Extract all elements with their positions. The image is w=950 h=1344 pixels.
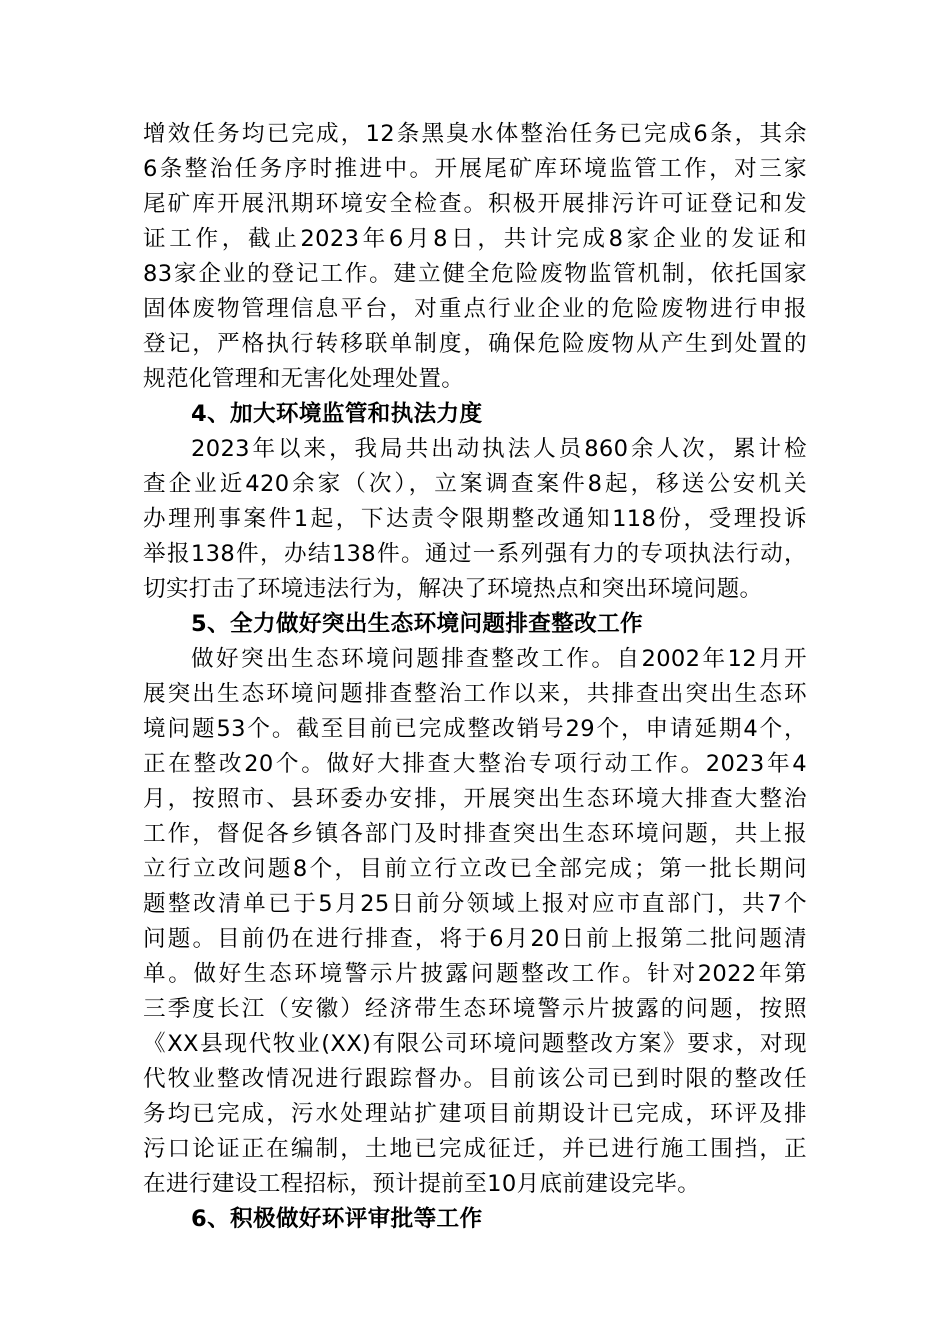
paragraph-line: 83家企业的登记工作。建立健全危险废物监管机制，依托国家 [143,261,807,287]
paragraph-line: 做好突出生态环境问题排查整改工作。自2002年12月开 [191,646,807,672]
paragraph-line: 举报138件，办结138件。通过一系列强有力的专项执法行动， [143,541,807,567]
paragraph-line: 证工作，截止2023年6月8日，共计完成8家企业的发证和 [143,226,807,252]
paragraph-line: 《XX县现代牧业(XX)有限公司环境问题整改方案》要求，对现 [143,1031,807,1057]
paragraph-line: 查企业近420余家（次），立案调查案件8起，移送公安机关 [143,471,807,497]
section-heading: 6、积极做好环评审批等工作 [191,1206,483,1232]
paragraph-line: 在进行建设工程招标，预计提前至10月底前建设完毕。 [143,1171,701,1197]
section-heading: 4、加大环境监管和执法力度 [191,401,483,427]
paragraph-line: 固体废物管理信息平台，对重点行业企业的危险废物进行申报 [143,296,807,322]
paragraph-line: 增效任务均已完成，12条黑臭水体整治任务已完成6条，其余 [143,121,807,147]
paragraph-line: 三季度长江（安徽）经济带生态环境警示片披露的问题，按照 [143,996,807,1022]
paragraph-line: 代牧业整改情况进行跟踪督办。目前该公司已到时限的整改任 [143,1066,807,1092]
section-heading: 5、全力做好突出生态环境问题排查整改工作 [191,611,644,637]
paragraph-line: 正在整改20个。做好大排查大整治专项行动工作。2023年4 [143,751,807,777]
paragraph-line: 切实打击了环境违法行为，解决了环境热点和突出环境问题。 [143,576,763,602]
paragraph-line: 问题。目前仍在进行排查，将于6月20日前上报第二批问题清 [143,926,807,952]
paragraph-line: 污口论证正在编制，土地已完成征迁，并已进行施工围挡，正 [143,1136,807,1162]
paragraph-line: 规范化管理和无害化处理处置。 [143,366,465,392]
paragraph-line: 务均已完成，污水处理站扩建项目前期设计已完成，环评及排 [143,1101,807,1127]
paragraph-line: 单。做好生态环境警示片披露问题整改工作。针对2022年第 [143,961,807,987]
paragraph-line: 立行立改问题8个，目前立行立改已全部完成；第一批长期问 [143,856,807,882]
paragraph-line: 办理刑事案件1起，下达责令限期整改通知118份，受理投诉 [143,506,807,532]
paragraph-line: 工作，督促各乡镇各部门及时排查突出生态环境问题，共上报 [143,821,807,847]
paragraph-line: 展突出生态环境问题排查整治工作以来，共排查出突出生态环 [143,681,807,707]
paragraph-line: 2023年以来，我局共出动执法人员860余人次，累计检 [191,436,807,462]
paragraph-line: 登记，严格执行转移联单制度，确保危险废物从产生到处置的 [143,331,807,357]
paragraph-line: 题整改清单已于5月25日前分领域上报对应市直部门，共7个 [143,891,807,917]
paragraph-line: 6条整治任务序时推进中。开展尾矿库环境监管工作，对三家 [143,156,807,182]
paragraph-line: 月，按照市、县环委办安排，开展突出生态环境大排查大整治 [143,786,807,812]
paragraph-line: 境问题53个。截至目前已完成整改销号29个，申请延期4个， [143,716,807,742]
paragraph-line: 尾矿库开展汛期环境安全检查。积极开展排污许可证登记和发 [143,191,807,217]
